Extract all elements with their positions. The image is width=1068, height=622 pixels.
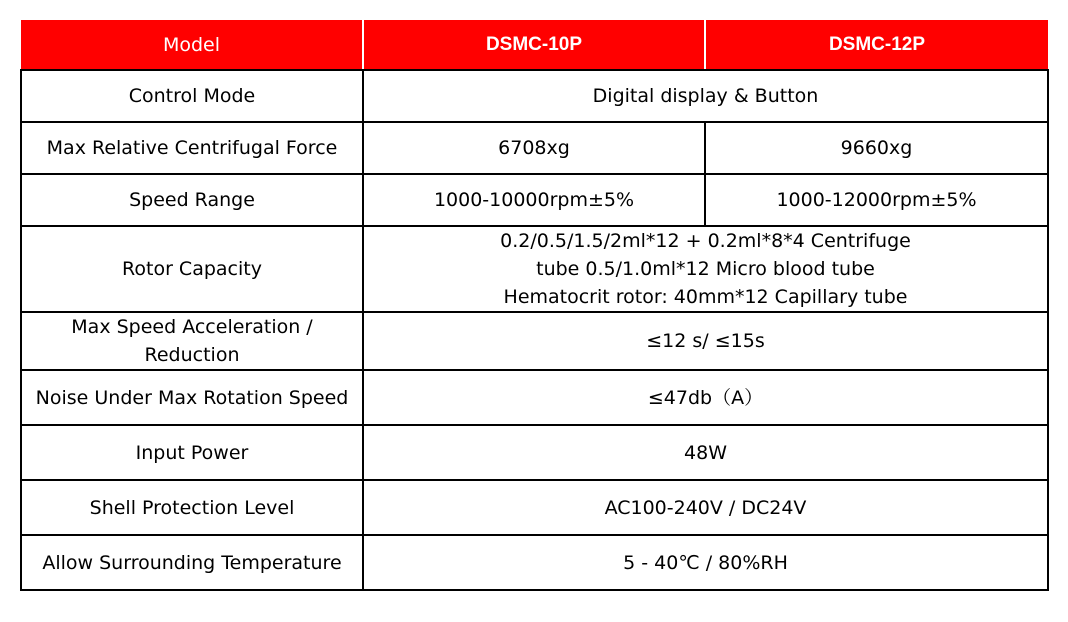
row-label-temperature: Allow Surrounding Temperature — [21, 535, 363, 590]
row-label-control-mode: Control Mode — [21, 70, 363, 122]
value-noise: ≤47db（A） — [363, 370, 1048, 425]
value-shell-protection: AC100-240V / DC24V — [363, 480, 1048, 535]
row-label-rotor-capacity: Rotor Capacity — [21, 226, 363, 312]
value-input-power: 48W — [363, 425, 1048, 480]
table-header-row — [21, 20, 1048, 70]
table-row — [21, 122, 1048, 174]
table-row — [21, 70, 1048, 122]
table-row — [21, 535, 1048, 590]
table-row — [21, 226, 1048, 312]
header-model: Model — [21, 20, 363, 70]
row-label-shell-protection: Shell Protection Level — [21, 480, 363, 535]
value-speed-range-10p: 1000-10000rpm±5% — [363, 174, 705, 226]
rotor-capacity-line: Hematocrit rotor: 40mm*12 Capillary tube — [503, 286, 908, 308]
header-product-dsmc-12p: DSMC-12P — [705, 20, 1048, 70]
row-label-accel — [21, 312, 363, 370]
rotor-capacity-line: 0.2/0.5/1.5/2ml*12 + 0.2ml*8*4 Centrifuge — [500, 230, 911, 252]
value-max-rcf-12p: 9660xg — [705, 122, 1048, 174]
table-row — [21, 370, 1048, 425]
rotor-capacity-line: tube 0.5/1.0ml*12 Micro blood tube — [536, 258, 875, 280]
row-label-noise: Noise Under Max Rotation Speed — [21, 370, 363, 425]
header-product-dsmc-10p: DSMC-10P — [363, 20, 705, 70]
table-row — [21, 425, 1048, 480]
table-row — [21, 480, 1048, 535]
value-speed-range-12p: 1000-12000rpm±5% — [705, 174, 1048, 226]
spec-table — [20, 20, 1049, 591]
table-row — [21, 174, 1048, 226]
value-max-rcf-10p: 6708xg — [363, 122, 705, 174]
value-rotor-capacity — [363, 226, 1048, 312]
accel-label-line: Max Speed Acceleration / — [71, 316, 313, 338]
value-accel: ≤12 s/ ≤15s — [363, 312, 1048, 370]
table-row — [21, 312, 1048, 370]
row-label-max-rcf: Max Relative Centrifugal Force — [21, 122, 363, 174]
row-label-speed-range: Speed Range — [21, 174, 363, 226]
value-control-mode: Digital display & Button — [363, 70, 1048, 122]
value-temperature: 5 - 40℃ / 80%RH — [363, 535, 1048, 590]
row-label-input-power: Input Power — [21, 425, 363, 480]
accel-label-line: Reduction — [144, 344, 240, 366]
